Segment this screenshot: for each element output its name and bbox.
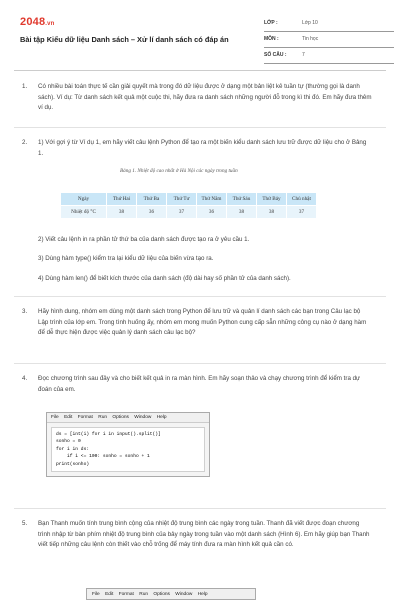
- sub-question-2: 2) Viết câu lệnh in ra phần tử thứ ba của danh sách được tạo ra ở yêu cầu 1.: [38, 236, 250, 243]
- menu-options[interactable]: Options: [153, 592, 170, 597]
- meta-key: LỚP :: [264, 20, 278, 26]
- question-text: 1) Với gợi ý từ Ví dụ 1, em hãy viết câu lệnh Python để tạo ra một biến kiểu danh sách lưu trữ được dữ liệu cho ở Bảng 1.: [38, 139, 367, 157]
- question-number: 4.: [22, 375, 28, 382]
- meta-value: 7: [302, 52, 305, 58]
- table-cell: 37: [287, 206, 317, 219]
- meta-key: SỐ CÂU :: [264, 52, 287, 58]
- table-cell: 38: [227, 206, 257, 219]
- question-number: 5.: [22, 520, 28, 527]
- meta-row-count: [264, 50, 394, 64]
- table-cell: 36: [197, 206, 227, 219]
- menu-help[interactable]: Help: [156, 415, 167, 420]
- python-idle-window[interactable]: [46, 412, 210, 477]
- question-5: [22, 519, 372, 551]
- code-line: for i in ds:: [56, 446, 90, 452]
- python-idle-window-2[interactable]: [86, 588, 256, 600]
- logo-suffix: .vn: [45, 21, 55, 27]
- code-line: sonho = 0: [56, 439, 81, 445]
- question-4: [22, 374, 372, 395]
- code-line: print(sonho): [56, 461, 90, 467]
- divider: [14, 127, 386, 128]
- question-text: Hãy hình dung, nhóm em dùng một danh sách trong Python để lưu trữ và quản lí danh sách các bạn trong Câu lạc bộ Lập trình của lớp em. Trong tình huống ấy, nhóm em mong muốn Python cung cấp sẵn những công cụ nào ở dạng hàm để dễ thực hiện được việc quản lý danh sách câu lạc bộ?: [38, 308, 367, 336]
- menu-edit[interactable]: Edit: [105, 592, 114, 597]
- table-row: [61, 206, 317, 219]
- worksheet-title: Bài tập Kiểu dữ liệu Danh sách – Xử lí danh sách có đáp án: [20, 35, 229, 44]
- idle-menubar: [47, 413, 209, 423]
- table-cell: Thứ Ba: [137, 193, 167, 206]
- menu-format[interactable]: Format: [77, 415, 93, 420]
- menu-window[interactable]: Window: [134, 415, 152, 420]
- meta-box: [264, 18, 394, 66]
- table-cell: 36: [137, 206, 167, 219]
- menu-edit[interactable]: Edit: [64, 415, 73, 420]
- temperature-table: [60, 192, 317, 219]
- table-caption: Bảng 1. Nhiệt độ cao nhất ở Hà Nội các ngày trong tuần: [120, 168, 238, 174]
- menu-format[interactable]: Format: [118, 592, 134, 597]
- table-cell: Chủ nhật: [287, 193, 317, 206]
- table-cell: Ngày: [61, 193, 107, 206]
- menu-file[interactable]: File: [51, 415, 59, 420]
- sub-question-3: 3) Dùng hàm type() kiểm tra lại kiểu dữ liệu của biến vừa tạo ra.: [38, 255, 214, 262]
- question-number: 3.: [22, 308, 28, 315]
- meta-row-subject: [264, 34, 394, 48]
- table-cell: Thứ Sáu: [227, 193, 257, 206]
- table-cell: 38: [107, 206, 137, 219]
- question-3: [22, 307, 372, 339]
- code-line: if i <= 100: sonho = sonho + 1: [56, 454, 150, 460]
- menu-run[interactable]: Run: [98, 415, 108, 420]
- sub-question-4: 4) Dùng hàm len() để biết kích thước của danh sách (độ dài hay số phần tử của danh sách).: [38, 275, 291, 282]
- question-text: Đọc chương trình sau đây và cho biết kết quả in ra màn hình. Em hãy soạn thảo và chạy chương trình để kiểm tra dự đoán của em.: [38, 375, 361, 393]
- menu-window[interactable]: Window: [175, 592, 193, 597]
- table-cell: Thứ Hai: [107, 193, 137, 206]
- code-line: ds = [int(i) for i in input().split()]: [56, 432, 161, 437]
- table-cell: Thứ Bảy: [257, 193, 287, 206]
- site-logo[interactable]: [20, 16, 55, 28]
- meta-value: Lớp 10: [302, 20, 318, 26]
- table-cell: Thứ Năm: [197, 193, 227, 206]
- meta-row-class: [264, 18, 394, 32]
- logo-text: 2048: [20, 16, 46, 28]
- menu-help[interactable]: Help: [197, 592, 208, 597]
- question-1: [22, 82, 372, 114]
- question-2: [22, 138, 372, 159]
- question-text: Có nhiều bài toán thực tế cần giải quyết mà trong đó dữ liệu được ở dạng một bản liệt kê tuần tự (thường gọi là danh sách). Ví dụ: Từ danh sách kết quả một cuộc thi, hãy đưa ra danh sách những người đỗ trong kì thi đó. Em hãy đưa thêm ví dụ.: [38, 83, 372, 111]
- meta-value: Tin học: [302, 36, 319, 42]
- meta-key: MÔN :: [264, 36, 279, 42]
- divider: [14, 296, 386, 297]
- table-cell: 38: [257, 206, 287, 219]
- table-header-row: [61, 193, 317, 206]
- worksheet-header: [14, 12, 390, 62]
- menu-run[interactable]: Run: [139, 592, 149, 597]
- menu-file[interactable]: File: [92, 592, 100, 597]
- header-divider: [14, 70, 386, 71]
- divider: [14, 508, 386, 509]
- table-cell: Nhiệt độ °C: [61, 206, 107, 219]
- code-editor[interactable]: [51, 427, 205, 472]
- question-text: Bạn Thanh muốn tính trung bình cộng của nhiệt độ trung bình các ngày trong tuần. Thanh đã viết được đoạn chương trình nhập từ bàn phím nhiệt độ trung bình của bảy ngày trong tuần vào một danh sách (Hình 6). Em hãy giúp bạn Thanh viết tiếp những câu lệnh còn thiết vào chỗ trống để máy tính đưa ra màn hình kết quả cần có.: [38, 520, 370, 548]
- menu-options[interactable]: Options: [112, 415, 129, 420]
- table-cell: 37: [167, 206, 197, 219]
- question-number: 1.: [22, 83, 28, 90]
- table-cell: Thứ Tư: [167, 193, 197, 206]
- question-number: 2.: [22, 139, 28, 146]
- divider: [14, 363, 386, 364]
